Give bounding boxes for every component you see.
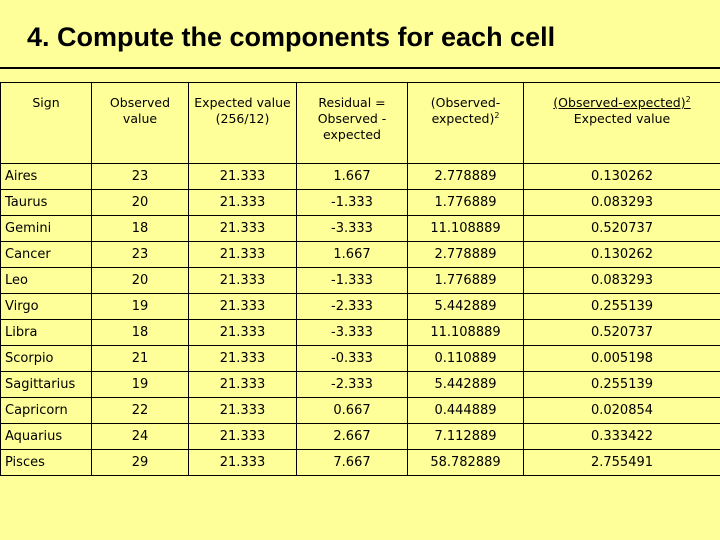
cell-sign: Capricorn — [1, 398, 92, 424]
header-sign: Sign — [1, 83, 92, 164]
table-row — [1, 216, 720, 242]
cell-sign: Gemini — [1, 216, 92, 242]
header-ratio-exponent: 2 — [685, 94, 691, 104]
header-row — [1, 83, 720, 164]
cell-ratio: 0.020854 — [524, 398, 720, 424]
table-row — [1, 268, 720, 294]
cell-squared-residual: 2.778889 — [408, 164, 524, 190]
cell-squared-residual: 11.108889 — [408, 216, 524, 242]
cell-ratio: 0.520737 — [524, 320, 720, 346]
cell-sign: Leo — [1, 268, 92, 294]
cell-ratio: 0.520737 — [524, 216, 720, 242]
cell-observed: 20 — [92, 268, 189, 294]
cell-expected: 21.333 — [189, 398, 297, 424]
cell-squared-residual: 0.444889 — [408, 398, 524, 424]
cell-sign: Aires — [1, 164, 92, 190]
cell-ratio: 0.255139 — [524, 372, 720, 398]
cell-squared-residual: 5.442889 — [408, 372, 524, 398]
cell-ratio: 0.333422 — [524, 424, 720, 450]
cell-expected: 21.333 — [189, 424, 297, 450]
table-row — [1, 242, 720, 268]
header-ratio — [524, 83, 720, 164]
cell-observed: 19 — [92, 294, 189, 320]
table-row — [1, 346, 720, 372]
cell-sign: Aquarius — [1, 424, 92, 450]
cell-expected: 21.333 — [189, 320, 297, 346]
header-expected: Expected value (256/12) — [189, 83, 297, 164]
header-observed: Observed value — [92, 83, 189, 164]
cell-residual: -2.333 — [297, 372, 408, 398]
table-row — [1, 320, 720, 346]
header-residual: Residual = Observed - expected — [297, 83, 408, 164]
cell-squared-residual: 0.110889 — [408, 346, 524, 372]
cell-squared-residual: 5.442889 — [408, 294, 524, 320]
cell-observed: 24 — [92, 424, 189, 450]
cell-ratio: 0.083293 — [524, 190, 720, 216]
table-row — [1, 398, 720, 424]
cell-observed: 18 — [92, 320, 189, 346]
cell-expected: 21.333 — [189, 450, 297, 476]
cell-residual: 7.667 — [297, 450, 408, 476]
cell-observed: 21 — [92, 346, 189, 372]
cell-expected: 21.333 — [189, 216, 297, 242]
header-ratio-denominator: Expected value — [573, 111, 671, 126]
chi-square-components-table — [0, 82, 720, 476]
cell-residual: -1.333 — [297, 190, 408, 216]
cell-expected: 21.333 — [189, 190, 297, 216]
cell-observed: 23 — [92, 242, 189, 268]
cell-ratio: 0.083293 — [524, 268, 720, 294]
cell-residual: -1.333 — [297, 268, 408, 294]
cell-ratio: 0.255139 — [524, 294, 720, 320]
cell-ratio: 2.755491 — [524, 450, 720, 476]
cell-squared-residual: 7.112889 — [408, 424, 524, 450]
cell-expected: 21.333 — [189, 242, 297, 268]
header-ratio-numerator — [553, 95, 690, 110]
cell-observed: 23 — [92, 164, 189, 190]
cell-sign: Pisces — [1, 450, 92, 476]
cell-sign: Libra — [1, 320, 92, 346]
cell-observed: 22 — [92, 398, 189, 424]
header-squared-label: (Observed-expected) — [430, 95, 501, 126]
cell-squared-residual: 1.776889 — [408, 268, 524, 294]
cell-residual: 0.667 — [297, 398, 408, 424]
cell-observed: 29 — [92, 450, 189, 476]
cell-ratio: 0.005198 — [524, 346, 720, 372]
cell-squared-residual: 2.778889 — [408, 242, 524, 268]
cell-observed: 19 — [92, 372, 189, 398]
cell-expected: 21.333 — [189, 164, 297, 190]
cell-observed: 18 — [92, 216, 189, 242]
cell-ratio: 0.130262 — [524, 242, 720, 268]
cell-residual: -0.333 — [297, 346, 408, 372]
table-row — [1, 372, 720, 398]
cell-sign: Virgo — [1, 294, 92, 320]
cell-ratio: 0.130262 — [524, 164, 720, 190]
table-row — [1, 450, 720, 476]
cell-sign: Cancer — [1, 242, 92, 268]
header-squared-residual — [408, 83, 524, 164]
cell-residual: -3.333 — [297, 320, 408, 346]
cell-observed: 20 — [92, 190, 189, 216]
cell-residual: 1.667 — [297, 242, 408, 268]
cell-expected: 21.333 — [189, 268, 297, 294]
header-squared-exponent: 2 — [494, 110, 500, 120]
cell-sign: Taurus — [1, 190, 92, 216]
cell-expected: 21.333 — [189, 372, 297, 398]
cell-sign: Sagittarius — [1, 372, 92, 398]
cell-squared-residual: 58.782889 — [408, 450, 524, 476]
title-divider — [0, 67, 720, 69]
cell-expected: 21.333 — [189, 346, 297, 372]
slide-title: 4. Compute the components for each cell — [27, 22, 556, 52]
cell-expected: 21.333 — [189, 294, 297, 320]
table-row — [1, 424, 720, 450]
cell-residual: -3.333 — [297, 216, 408, 242]
cell-squared-residual: 11.108889 — [408, 320, 524, 346]
cell-squared-residual: 1.776889 — [408, 190, 524, 216]
table-row — [1, 190, 720, 216]
cell-residual: -2.333 — [297, 294, 408, 320]
table-row — [1, 294, 720, 320]
table-row — [1, 164, 720, 190]
cell-residual: 1.667 — [297, 164, 408, 190]
cell-sign: Scorpio — [1, 346, 92, 372]
header-ratio-numerator-label: (Observed-expected) — [553, 95, 686, 110]
cell-residual: 2.667 — [297, 424, 408, 450]
